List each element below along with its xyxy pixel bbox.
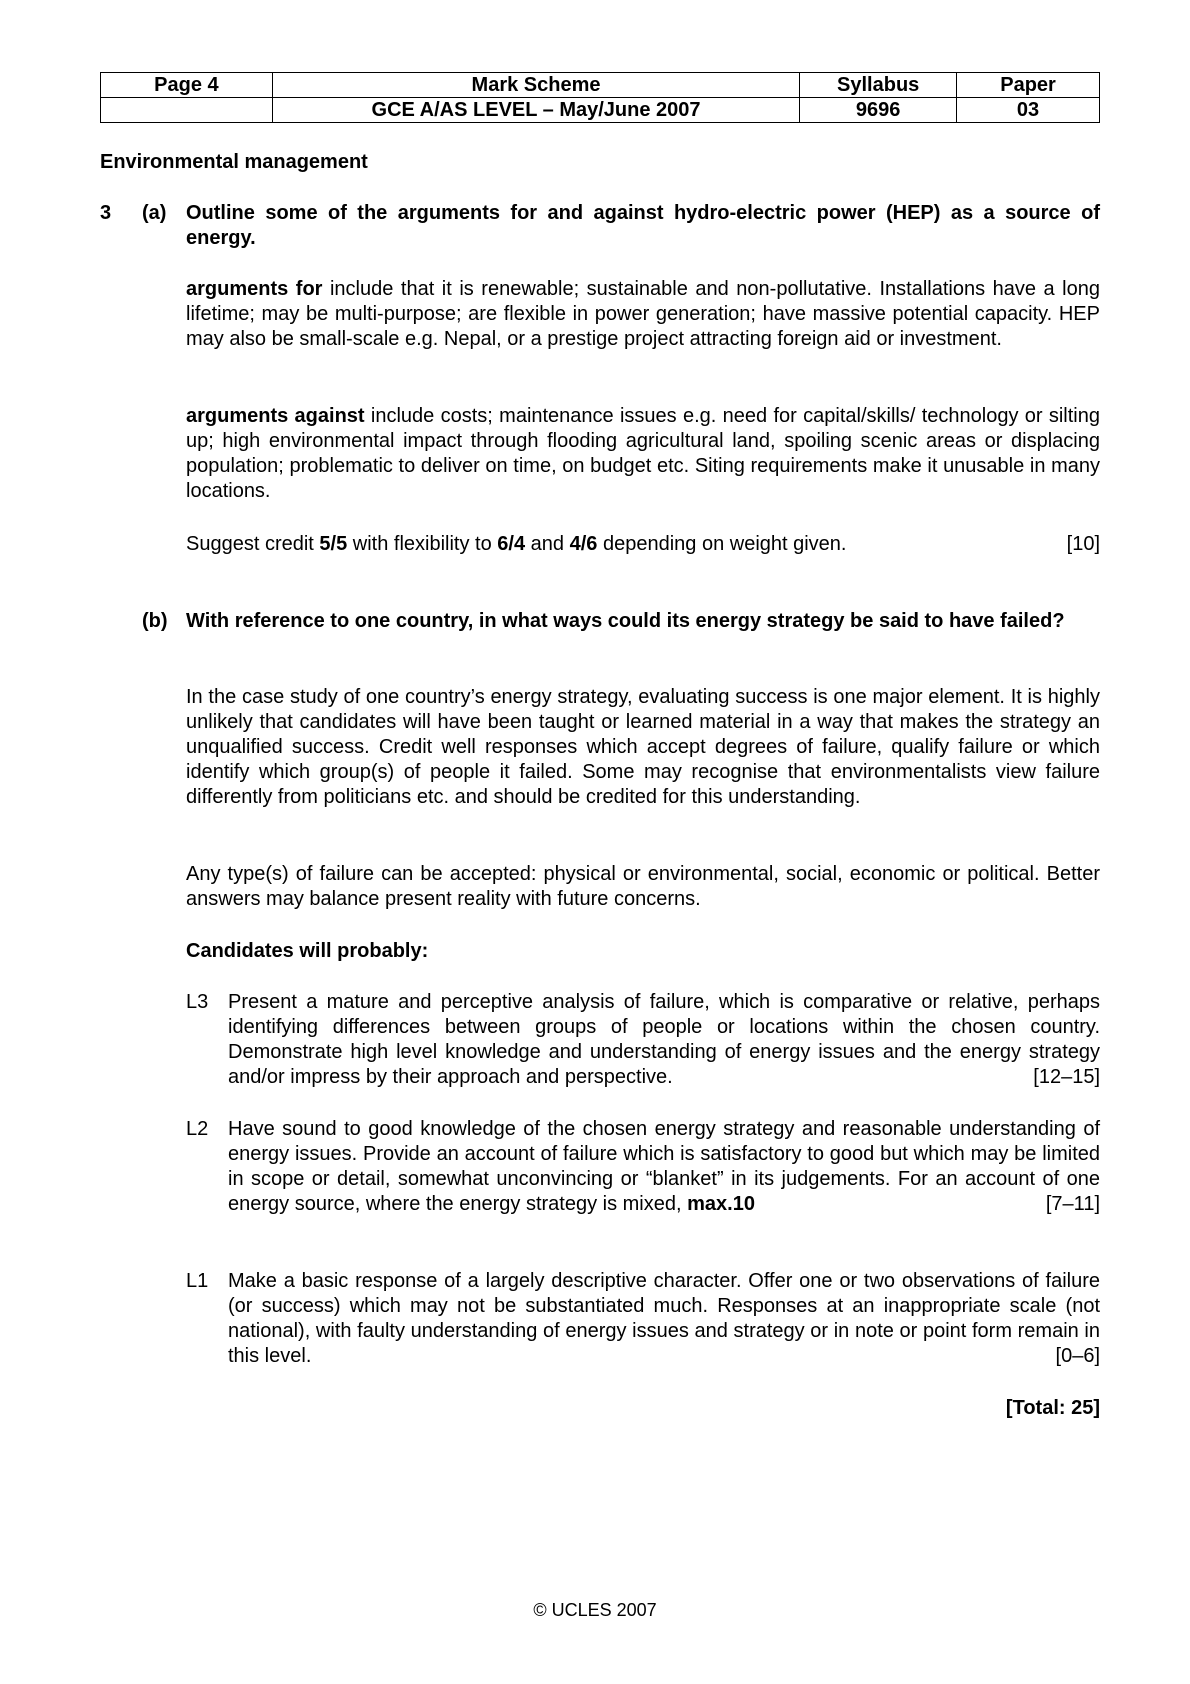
- header-mark-scheme: Mark Scheme: [272, 73, 799, 98]
- question-number: 3: [100, 202, 112, 224]
- level-2-text: Have sound to good knowledge of the chosen energy strategy and reasonable understanding of energy issues. Provide an account of failure which is satisfactory to good but which may be limited in scope or detail, somewhat unconvincing or “blanket” in its judgements. For an account of one energy source, where the energy strategy is mixed,: [228, 1118, 1100, 1215]
- credit-line: [186, 532, 1100, 557]
- credit-split-1: 5/5: [319, 533, 348, 555]
- part-a-label: (a): [142, 202, 167, 224]
- credit-post: depending on weight given.: [597, 533, 847, 555]
- arguments-against-text: include costs; maintenance issues e.g. need for capital/skills/ technology or silting up; high environmental impact through flooding agricultural land, spoiling scenic areas or displacing population; problematic to deliver on time, on budget etc. Siting requirements make it unusable in many locations.: [186, 405, 1100, 502]
- level-2-max: max.10: [687, 1193, 755, 1215]
- level-2-tag: L2: [186, 1118, 209, 1140]
- section-title: Environmental management: [100, 151, 368, 173]
- header-page: Page 4: [101, 73, 273, 98]
- arguments-against-label: arguments against: [186, 405, 365, 427]
- credit-split-3: 4/6: [569, 533, 598, 555]
- copyright-footer: © UCLES 2007: [533, 1600, 657, 1620]
- header-syllabus-code: 9696: [800, 98, 957, 123]
- header-row-2: [101, 98, 1100, 123]
- total-marks: [Total: 25]: [1005, 1397, 1100, 1419]
- arguments-against-paragraph: [186, 404, 1100, 504]
- credit-split-2: 6/4: [497, 533, 526, 555]
- level-3-text: Present a mature and perceptive analysis of failure, which is comparative or relative, perhaps identifying differences between groups of people or locations within the chosen country. Demonstrate high level knowledge and understanding of energy issues and the energy strategy and/or impress by their approach and perspective.: [228, 991, 1100, 1088]
- part-b-label: (b): [142, 610, 168, 632]
- level-3: [186, 990, 1100, 1090]
- part-b-question: With reference to one country, in what ways could its energy strategy be said to have failed?: [186, 610, 1065, 632]
- level-2-marks: [7–11]: [1045, 1193, 1100, 1215]
- header-level: GCE A/AS LEVEL – May/June 2007: [272, 98, 799, 123]
- part-b-paragraph-1: In the case study of one country’s energy strategy, evaluating success is one major element. It is highly unlikely that candidates will have been taught or learned material in a way that makes the strategy an unqualified success. Credit well responses which accept degrees of failure, qualify failure or which identify which group(s) of people it failed. Some may recognise that environmentalists view failure differently from politicians etc. and should be credited for this understanding.: [186, 686, 1100, 808]
- level-1: [186, 1269, 1100, 1369]
- credit-mid-1: with flexibility to: [347, 533, 498, 555]
- header-page-blank: [101, 98, 273, 123]
- arguments-for-text: include that it is renewable; sustainable and non-pollutative. Installations have a long lifetime; may be multi-purpose; are flexible in power generation; have massive potential capacity. HEP may also be small-scale e.g. Nepal, or a prestige project attracting foreign aid or investment.: [186, 278, 1100, 350]
- level-1-text: Make a basic response of a largely descriptive character. Offer one or two observations of failure (or success) which may not be substantiated much. Responses at an inappropriate scale (not national), with faulty understanding of energy issues and strategy or in note or point form remain in this level.: [228, 1270, 1100, 1367]
- candidates-heading: Candidates will probably:: [186, 940, 429, 962]
- level-1-marks: [0–6]: [1055, 1345, 1100, 1367]
- part-b-paragraph-2: Any type(s) of failure can be accepted: physical or environmental, social, economic or political. Better answers may balance present reality with future concerns.: [186, 863, 1100, 910]
- arguments-for-paragraph: [186, 277, 1100, 352]
- header-row-1: [101, 73, 1100, 98]
- credit-text: [186, 532, 847, 557]
- credit-pre: Suggest credit: [186, 533, 320, 555]
- level-1-tag: L1: [186, 1270, 209, 1292]
- header-paper-number: 03: [957, 98, 1100, 123]
- part-a-question: Outline some of the arguments for and against hydro-electric power (HEP) as a source of energy.: [186, 202, 1100, 249]
- header-paper-label: Paper: [957, 73, 1100, 98]
- credit-mid-2: and: [525, 533, 570, 555]
- level-3-tag: L3: [186, 991, 209, 1013]
- part-a-marks: [10]: [1066, 533, 1100, 555]
- header-table: [100, 72, 1100, 123]
- level-3-marks: [12–15]: [1033, 1066, 1100, 1088]
- level-2: [186, 1117, 1100, 1217]
- arguments-for-label: arguments for: [186, 278, 323, 300]
- header-syllabus-label: Syllabus: [800, 73, 957, 98]
